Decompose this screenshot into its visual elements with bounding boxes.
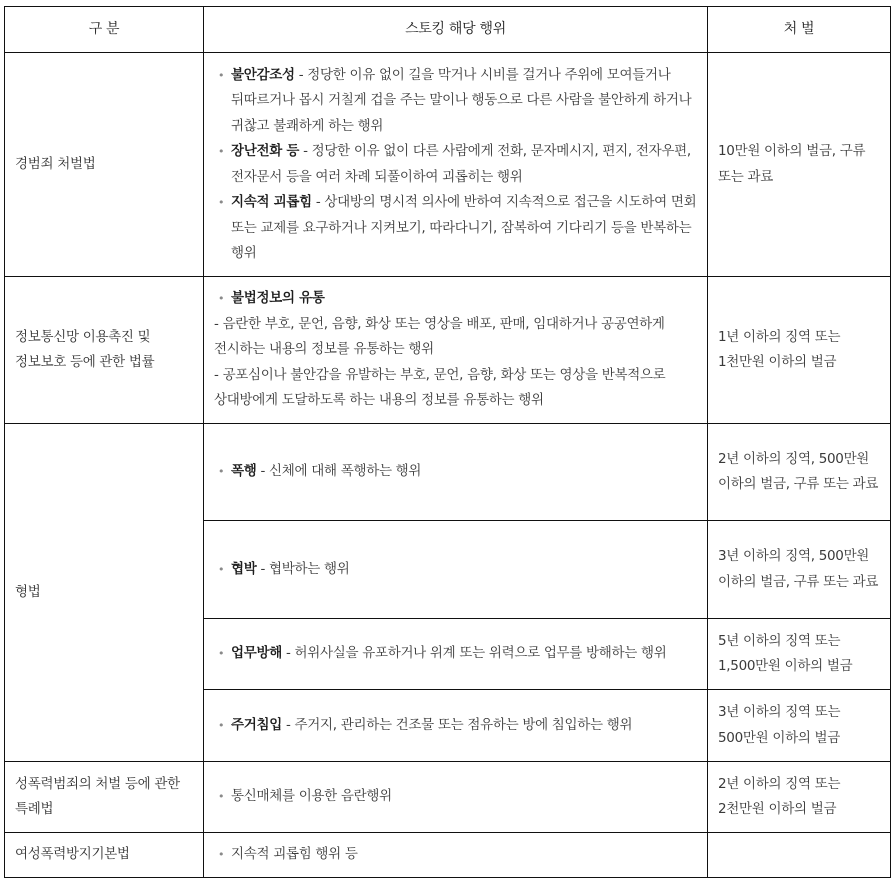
bullet-icon: • [218, 465, 225, 479]
act-desc: - 주거지, 관리하는 건조물 또는 점유하는 방에 침입하는 행위 [281, 716, 633, 733]
law-name: 여성폭력방지기본법 [5, 833, 204, 878]
acts-cell [204, 521, 708, 619]
act-term: 지속적 괴롭힘 [231, 194, 312, 210]
penalty: 3년 이하의 징역, 500만원 이하의 벌금, 구류 또는 과료 [708, 521, 891, 619]
acts-cell [204, 690, 708, 762]
law-name: 정보통신망 이용촉진 및 정보보호 등에 관한 법률 [5, 277, 204, 424]
header-acts: 스토킹 해당 행위 [204, 7, 708, 53]
act-term: 주거침입 [231, 716, 282, 733]
act-term: 협박 [231, 560, 257, 577]
law-name: 경범죄 처벌법 [5, 53, 204, 277]
table-row [5, 833, 891, 878]
act-desc: - 신체에 대해 폭행하는 행위 [256, 463, 422, 480]
bullet-icon: • [218, 196, 225, 209]
act-desc: - 협박하는 행위 [256, 560, 350, 577]
bullet-icon: • [218, 292, 225, 306]
law-name: 형법 [5, 424, 204, 762]
bullet-icon: • [218, 647, 225, 661]
list-item [218, 139, 697, 190]
bullet-icon: • [218, 562, 225, 576]
sub-item: - 공포심이나 불안감을 유발하는 부호, 문언, 음향, 화상 또는 영상을 반복적으로 상대방에게 도달하도록 하는 내용의 정보를 유통하는 행위 [214, 366, 666, 409]
acts-cell [204, 424, 708, 521]
act-term: 폭행 [231, 463, 257, 480]
list-item [218, 842, 697, 868]
table-row [5, 53, 891, 277]
list-item [218, 63, 697, 140]
list-item [218, 286, 697, 312]
act-desc: 지속적 괴롭힘 행위 등 [231, 846, 358, 863]
list-item [218, 641, 697, 667]
stalking-law-table [4, 6, 891, 878]
list-item [218, 784, 697, 810]
act-term: 장난전화 등 [231, 143, 300, 159]
bullet-icon: • [218, 848, 225, 862]
table-row [5, 277, 891, 424]
acts-cell [204, 762, 708, 833]
list-item [218, 459, 697, 485]
act-desc: - 상대방의 명시적 의사에 반하여 지속적으로 접근을 시도하여 면회 또는 교제를 요구하거나 지켜보기, 따라다니기, 잠복하여 기다리기 등을 반복하는 행위 [231, 194, 697, 261]
penalty: 10만원 이하의 벌금, 구류 또는 과료 [708, 53, 891, 277]
act-term: 불법정보의 유통 [231, 290, 325, 307]
penalty: 2년 이하의 징역 또는 2천만원 이하의 벌금 [708, 762, 891, 833]
penalty: 3년 이하의 징역 또는 500만원 이하의 벌금 [708, 690, 891, 762]
act-desc: - 정당한 이유 없이 다른 사람에게 전화, 문자메시지, 편지, 전자우편, 전자문서 등을 여러 차례 되풀이하여 괴롭히는 행위 [231, 143, 691, 185]
list-item [218, 190, 697, 267]
sub-item: - 음란한 부호, 문언, 음향, 화상 또는 영상을 배포, 판매, 임대하거나 공공연하게 전시하는 내용의 정보를 유통하는 행위 [214, 315, 665, 358]
acts-cell [204, 833, 708, 878]
bullet-icon: • [218, 718, 225, 732]
bullet-icon: • [218, 145, 225, 158]
acts-cell [204, 277, 708, 424]
header-category: 구 분 [5, 7, 204, 53]
table-row [5, 424, 891, 521]
list-item [218, 713, 697, 739]
act-desc: 통신매체를 이용한 음란행위 [231, 788, 392, 805]
penalty: 5년 이하의 징역 또는 1,500만원 이하의 벌금 [708, 619, 891, 690]
act-desc: - 정당한 이유 없이 길을 막거나 시비를 걸거나 주위에 모여들거나 뒤따르거나 몹시 거칠게 겁을 주는 말이나 행동으로 다른 사람을 불안하게 하거나 귀찮고 불쾌하게 하는 행위 [231, 66, 692, 134]
header-row [5, 7, 891, 53]
acts-cell [204, 619, 708, 690]
bullet-icon: • [218, 68, 225, 82]
acts-cell [204, 53, 708, 277]
act-term: 불안감조성 [231, 66, 295, 83]
list-item [218, 557, 697, 583]
bullet-icon: • [218, 790, 225, 804]
penalty: 2년 이하의 징역, 500만원 이하의 벌금, 구류 또는 과료 [708, 424, 891, 521]
act-desc: - 허위사실을 유포하거나 위계 또는 위력으로 업무를 방해하는 행위 [281, 645, 667, 662]
table-row [5, 762, 891, 833]
act-term: 업무방해 [231, 645, 282, 662]
penalty: 1년 이하의 징역 또는 1천만원 이하의 벌금 [708, 277, 891, 424]
law-name: 성폭력범죄의 처벌 등에 관한 특례법 [5, 762, 204, 833]
header-penalty: 처 벌 [708, 7, 891, 53]
penalty [708, 833, 891, 878]
